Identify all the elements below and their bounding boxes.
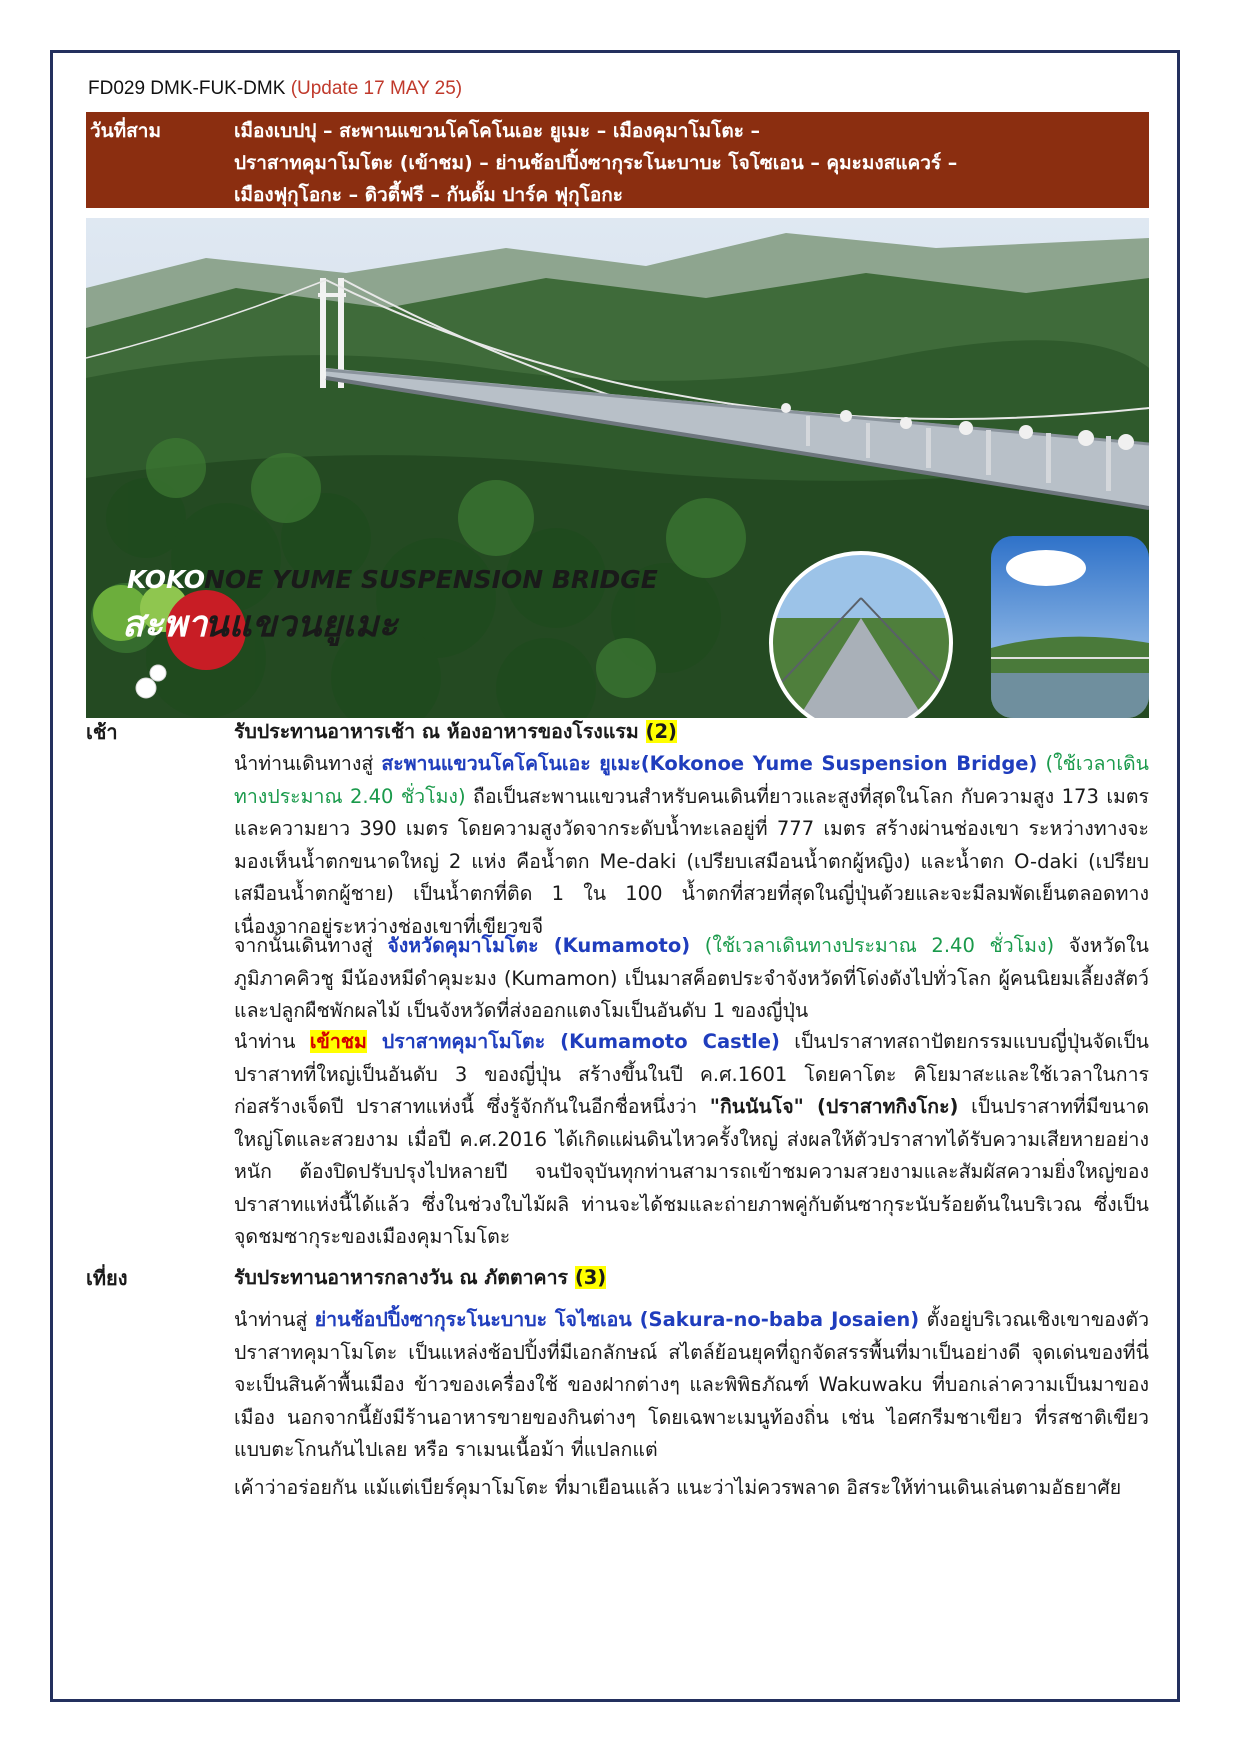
noon-meal-number: (3) (574, 1266, 607, 1289)
josaien-description: ตั้งอยู่บริเวณเชิงเขาของตัวปราสาทคุมาโมโตะ เป็นแหล่งช้อปปิ้งที่มีเอกลักษณ์ สไตล์ย้อนยุคที่ถูกจัดสรรพื้นที่มาเป็นอย่างดี จุดเด่นของที่นี่จะเป็นสินค้าพื้นเมือง ข้าวของเครื่องใช้ ของฝากต่างๆ และพิพิธภัณฑ์ Wakuwaku ที่บอกเล่าความเป็นมาของเมือง นอกจากนี้ยังมีร้านอาหารขายของกินต่างๆ โดยเฉพาะเมนูท้องถิ่น เช่น ไอศกรีมชาเขียว ที่รสชาติเขียวแบบตะโกนกันไปเลย หรือ ราเมนเนื้อม้า ที่แปลกแต่ (234, 1308, 1150, 1461)
bridge-photo (86, 218, 1149, 718)
bridge-travel-time: (ใช้เวลาเดินทางประมาณ 2.40 ชั่วโมง) (234, 752, 1149, 808)
castle-alias: "กินนันโจ" (ปราสาทกิงโกะ) (709, 1095, 959, 1118)
day-header-band (86, 112, 1149, 208)
noon-label: เที่ยง (86, 1266, 128, 1290)
kumamoto-travel-time: (ใช้เวลาเดินทางประมาณ 2.40 ชั่วโมง) (690, 934, 1055, 957)
kumamoto-paragraph (234, 930, 1149, 1028)
kumamoto-description: จังหวัดในภูมิภาคคิวชู มีน้องหมีดำคุมะมง (Kumamon) เป็นมาสค็อตประจำจังหวัดที่โด่งดังไปทั่วโลก ผู้คนนิยมเลี้ยงสัตว์และปลูกผืชพักผลไม้ เป็นจังหวัดที่ส่งออกแตงโมเป็นอันดับ 1 ของญี่ปุ่น (234, 934, 1149, 1022)
castle-visit-badge: เข้าชม (309, 1030, 367, 1053)
castle-paragraph (234, 1026, 1149, 1254)
caption-en-red: KOKO (127, 565, 206, 594)
josaien-place: ย่านช้อปปิ้งซากุระโนะบาบะ โจไซเอน (Sakura-no-baba Josaien) (314, 1308, 920, 1331)
morning-meal-number: (2) (645, 720, 677, 743)
day-label: วันที่สาม (90, 120, 161, 142)
caption-th: นแขวนยูเมะ (204, 604, 398, 645)
castle-description-cont: เป็นปราสาทที่มีขนาดใหญ่โตและสวยงาม เมื่อปี ค.ศ.2016 ได้เกิดแผ่นดินไหวครั้งใหญ่ ส่งผลให้ตัวปราสาทได้รับความเสียหายอย่างหนัก ต้องปิดปรับปรุงไปหลายปี จนปัจจุบันทุกท่านสามารถเข้าชมความสวยงามและสัมผัสความยิ่งใหญ่ของปราสาทแห่งนี้ได้แล้ว ซึ่งในช่วงใบไม้ผลิ ท่านจะได้ชมและถ่ายภาพคู่กับต้นซากุระนับร้อยต้นในบริเวณ ซึ่งเป็นจุดชมซากุระของเมืองคุมาโมโตะ (234, 1095, 1149, 1248)
day-route-line-3: เมืองฟุกุโอกะ – ดิวตี้ฟรี – กันดั้ม ปาร์ค ฟุกุโอกะ (234, 184, 623, 206)
morning-meal (234, 716, 1149, 749)
castle-intro: นำท่าน (234, 1030, 310, 1053)
day-route-line-1: เมืองเบปปุ – สะพานแขวนโคโคโนเอะ ยูเมะ – เมืองคุมาโมโตะ – (234, 120, 761, 142)
caption-en: NOE YUME SUSPENSION BRIDGE (204, 565, 658, 594)
morning-meal-text: รับประทานอาหารเช้า ณ ห้องอาหารของโรงแรม (234, 720, 639, 743)
bridge-illustration (86, 218, 1149, 718)
bridge-intro: นำท่านเดินทางสู่ (234, 752, 382, 775)
noon-meal (234, 1262, 1149, 1295)
update-date: (Update 17 MAY 25) (290, 78, 463, 99)
josaien-paragraph-2: เค้าว่าอร่อยกัน แม้แต่เบียร์คุมาโมโตะ ที่มาเยือนแล้ว แนะว่าไม่ควรพลาด อิสระให้ท่านเดินเล่นตามอัธยาศัย (234, 1476, 1122, 1499)
josaien-intro: นำท่านสู่ (234, 1308, 315, 1331)
caption-th-red: สะพา (122, 604, 208, 645)
tour-code (88, 78, 462, 100)
morning-label: เช้า (86, 720, 118, 744)
noon-meal-text: รับประทานอาหารกลางวัน ณ ภัตตาคาร (234, 1266, 569, 1289)
bridge-paragraph (234, 748, 1149, 943)
kumamoto-place: จังหวัดคุมาโมโตะ (Kumamoto) (387, 934, 691, 957)
tour-code-text: FD029 DMK-FUK-DMK (88, 78, 286, 99)
castle-description: เป็นปราสาทสถาปัตยกรรมแบบญี่ปุ่นจัดเป็นปราสาทที่ใหญ่เป็นอันดับ 3 ของญี่ปุ่น สร้างขึ้นในปี ค.ศ.1601 โดยคาโตะ คิโยมาสะและใช้เวลาในการก่อสร้างเจ็ดปี ปราสาทแห่งนี้ ซึ่งรู้จักกันในอีกชื่อหนึ่งว่า (234, 1030, 1149, 1118)
bridge-description: ถือเป็นสะพานแขวนสำหรับคนเดินที่ยาวและสูงที่สุดในโลก กับความสูง 173 เมตร และความยาว 390 เมตร โดยความสูงวัดจากระดับน้ำทะเลอยู่ที่ 777 เมตร สร้างผ่านช่องเขา ระหว่างทางจะมองเห็นน้ำตกขนาดใหญ่ 2 แห่ง คือน้ำตก Me-daki (เปรียบเสมือนน้ำตกผู้หญิง) และน้ำตก O-daki (เปรียบเสมือนน้ำตกผู้ชาย) เป็นน้ำตกที่ติด 1 ใน 100 น้ำตกที่สวยที่สุดในญี่ปุ่นด้วยและจะมีลมพัดเย็นตลอดทางเนื่องจากอยู่ระหว่างช่องเขาที่เขียวขจี (234, 784, 1149, 938)
day-route-line-2: ปราสาทคุมาโมโตะ (เข้าชม) – ย่านช้อปปิ้งซากุระโนะบาบะ โจโซเอน – คุมะมงสแควร์ – (234, 152, 958, 174)
castle-place: ปราสาทคุมาโมโตะ (Kumamoto Castle) (366, 1030, 780, 1053)
kumamoto-intro: จากนั้นเดินทางสู่ (234, 934, 388, 957)
bridge-place: สะพานแขวนโคโคโนเอะ ยูเมะ(Kokonoe Yume Suspension Bridge) (381, 752, 1038, 775)
josaien-paragraph (234, 1304, 1149, 1467)
